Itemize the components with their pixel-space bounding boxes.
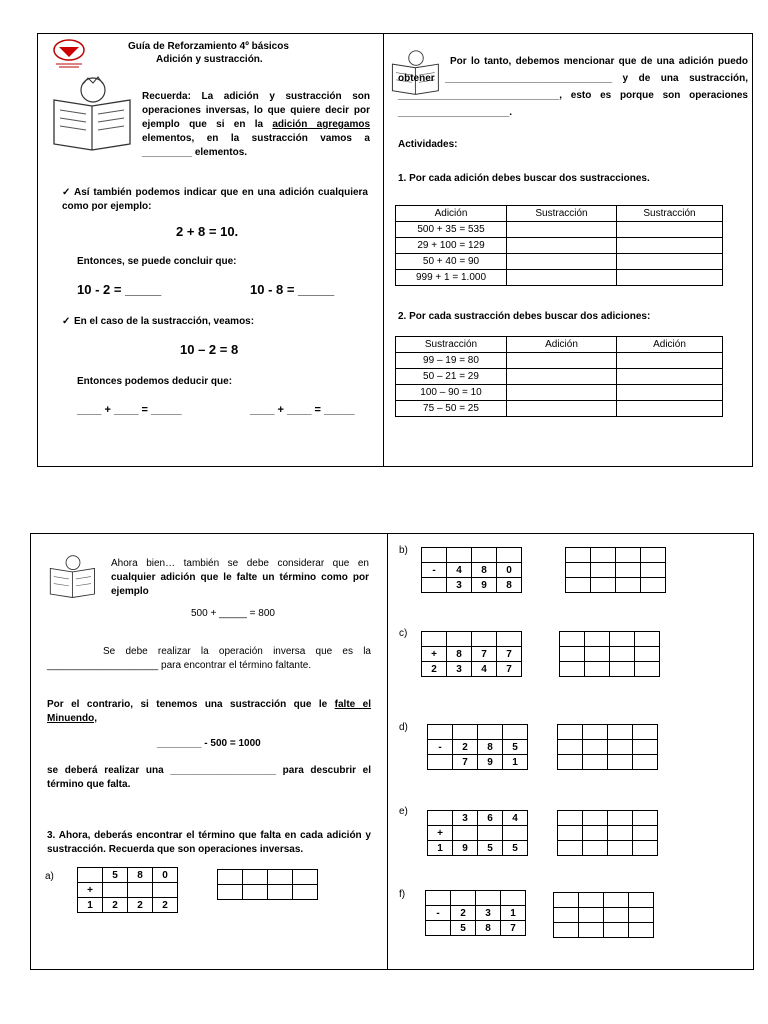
grid-cell[interactable] [472,632,497,647]
answer-cell[interactable] [608,725,633,740]
answer-cell[interactable] [554,893,579,908]
answer-cell[interactable] [608,740,633,755]
grid-cell: 0 [497,563,522,578]
answer-cell[interactable] [558,826,583,841]
table-row [396,401,723,417]
answer-cell[interactable] [629,893,654,908]
table-header: Adición [396,206,507,222]
answer-cell[interactable] [608,841,633,856]
grid-cell: 2 [103,898,128,913]
table-row [396,385,723,401]
grid-cell: 2 [128,898,153,913]
answer-cell[interactable] [633,755,658,770]
conclude-text: Entonces, se puede concluir que: [77,256,237,267]
answer-cell[interactable] [583,725,608,740]
grid-cell [422,548,447,563]
blank-equation-a: 10 - 2 = _____ [77,282,162,297]
grid-cell: - [426,906,451,921]
exercise-a-answer-grid [217,869,318,900]
answer-cell[interactable] [579,923,604,938]
grid-cell: 2 [422,662,447,677]
grid-cell: 5 [503,841,528,856]
grid-row [422,548,522,563]
grid-cell: 8 [476,921,501,936]
answer-cell[interactable] [507,254,617,270]
contrary-text: Por el contrario, si tenemos una sustracción que le [47,699,335,710]
table-row [396,270,723,286]
exercise-c-answer-grid [559,631,660,677]
checkmark-icon: ✓ [62,187,71,198]
answer-cell[interactable] [558,740,583,755]
answer-cell[interactable] [617,238,723,254]
exercise-label: b) [399,545,408,556]
grid-cell: 3 [453,811,478,826]
answer-cell[interactable] [604,893,629,908]
recuerda-text-2: elementos, en la sustracción vamos a _________ elementos. [142,133,370,158]
grid-row [422,563,522,578]
exercise-label: d) [399,722,408,733]
grid-cell: 1 [78,898,103,913]
grid-cell: 5 [451,921,476,936]
grid-row [428,740,528,755]
activity-2-instruction: 2. Por cada sustracción debes buscar dos adiciones: [398,311,651,322]
grid-cell: 4 [472,662,497,677]
grid-cell[interactable] [447,548,472,563]
grid-cell [422,578,447,593]
answer-cell[interactable] [507,238,617,254]
grid-row [426,921,526,936]
grid-cell[interactable] [128,883,153,898]
exercise-b-grid [421,547,522,593]
grid-row [428,826,528,841]
answer-cell[interactable] [608,755,633,770]
minuend-rest: - 500 = 1000 [201,738,261,749]
point-2-text: En el caso de la sustracción, veamos: [74,316,255,327]
table-header: Sustracción [396,337,507,353]
reading-book-icon [50,74,136,152]
grid-cell: + [422,647,447,662]
contrary-underlined: falte el Minuendo, [47,699,372,724]
answer-cell[interactable] [633,725,658,740]
grid-cell[interactable] [497,548,522,563]
table-cell: 100 – 90 = 10 [396,385,507,401]
column-divider [383,34,384,466]
grid-row [78,883,178,898]
exercise-label: e) [399,806,408,817]
grid-cell: 5 [478,841,503,856]
answer-cell[interactable] [591,563,616,578]
answer-cell[interactable] [608,811,633,826]
answer-cell[interactable] [591,578,616,593]
deduce-text: Entonces podemos deducir que: [77,376,233,387]
worksheet-page-2 [30,533,754,970]
answer-cell[interactable] [507,385,617,401]
equation-add: 2 + 8 = 10. [176,224,239,239]
grid-cell: 1 [428,841,453,856]
exercise-f-grid [425,890,526,936]
answer-cell[interactable] [617,353,723,369]
grid-cell: 0 [153,868,178,883]
intro-text: Ahora bien… también se debe considerar que en [111,558,369,569]
exercise-e-grid [427,810,528,856]
table-cell: 29 + 100 = 129 [396,238,507,254]
grid-cell [428,725,453,740]
answer-cell[interactable] [566,563,591,578]
intro-text-bold: cualquier adición que le falte un término como por ejemplo [111,572,369,597]
answer-cell[interactable] [583,826,608,841]
table-header: Sustracción [507,206,617,222]
grid-row [428,841,528,856]
grid-cell: 9 [478,755,503,770]
answer-cell[interactable] [617,385,723,401]
grid-cell: 8 [472,563,497,578]
answer-cell[interactable] [633,841,658,856]
grid-cell: 2 [451,906,476,921]
guide-title: Guía de Reforzamiento 4º básicos [128,41,289,52]
grid-cell: 8 [447,647,472,662]
exercise-d-answer-grid [557,724,658,770]
answer-cell[interactable] [507,270,617,286]
grid-cell[interactable] [451,891,476,906]
recuerda-paragraph [142,90,370,160]
guide-subtitle: Adición y sustracción. [156,54,263,65]
answer-cell[interactable] [617,270,723,286]
table-cell: 50 – 21 = 29 [396,369,507,385]
answer-cell[interactable] [218,885,243,900]
answer-cell[interactable] [616,563,641,578]
grid-cell: 7 [453,755,478,770]
table-row [396,369,723,385]
grid-cell: 5 [103,868,128,883]
blank-sum-c: ____ + ____ = _____ [77,404,182,416]
answer-cell[interactable] [633,740,658,755]
grid-cell: + [428,826,453,841]
grid-cell[interactable] [478,725,503,740]
contrary-paragraph [47,698,371,726]
grid-row [428,755,528,770]
answer-cell[interactable] [629,908,654,923]
answer-cell[interactable] [558,841,583,856]
table-header-row [396,206,723,222]
grid-cell: 8 [497,578,522,593]
activities-heading: Actividades: [398,139,458,150]
grid-cell [428,755,453,770]
grid-cell: 7 [497,647,522,662]
exercise-label: c) [399,628,408,639]
answer-cell[interactable] [268,870,293,885]
activity-1-instruction: 1. Por cada adición debes buscar dos sustracciones. [398,173,650,184]
answer-cell[interactable] [585,647,610,662]
answer-cell[interactable] [610,647,635,662]
grid-cell[interactable] [422,632,447,647]
point-1 [62,186,368,214]
exercise-f-answer-grid [553,892,654,938]
grid-row [422,647,522,662]
answer-cell[interactable] [507,369,617,385]
grid-cell: 3 [476,906,501,921]
grid-cell[interactable] [103,883,128,898]
answer-cell[interactable] [583,755,608,770]
answer-cell[interactable] [218,870,243,885]
answer-cell[interactable] [617,369,723,385]
table-cell: 99 – 19 = 80 [396,353,507,369]
table-header-row [396,337,723,353]
grid-cell: 9 [453,841,478,856]
answer-cell[interactable] [604,908,629,923]
table-cell: 999 + 1 = 1.000 [396,270,507,286]
answer-cell[interactable] [243,870,268,885]
exercise-b-answer-grid [565,547,666,593]
grid-cell: + [78,883,103,898]
answer-cell[interactable] [608,826,633,841]
answer-cell[interactable] [591,548,616,563]
answer-cell[interactable] [583,740,608,755]
answer-cell[interactable] [617,222,723,238]
answer-cell[interactable] [616,548,641,563]
grid-cell: 7 [501,921,526,936]
answer-cell[interactable] [635,662,660,677]
answer-cell[interactable] [566,548,591,563]
answer-cell[interactable] [617,254,723,270]
table-row [396,353,723,369]
answer-cell[interactable] [635,647,660,662]
answer-cell[interactable] [507,401,617,417]
answer-cell[interactable] [558,811,583,826]
answer-cell[interactable] [560,647,585,662]
grid-row [426,891,526,906]
grid-cell [426,921,451,936]
table-header: Adición [507,337,617,353]
grid-cell[interactable] [153,883,178,898]
table-addition-to-subtraction [395,205,723,286]
recuerda-underlined: adición agregamos [272,119,371,130]
answer-cell[interactable] [617,401,723,417]
answer-cell[interactable] [583,841,608,856]
grid-cell[interactable] [501,891,526,906]
activity-3-instruction: 3. Ahora, deberás encontrar el término que falta en cada adición y sustracción. Recuerda que son operaciones inversas. [47,830,371,855]
answer-cell[interactable] [558,725,583,740]
grid-cell[interactable] [453,826,478,841]
grid-row [422,632,522,647]
grid-cell: 1 [501,906,526,921]
answer-cell[interactable] [579,893,604,908]
answer-cell[interactable] [507,222,617,238]
answer-cell[interactable] [641,548,666,563]
answer-cell[interactable] [579,908,604,923]
grid-cell[interactable] [478,826,503,841]
table-header: Sustracción [617,206,723,222]
grid-cell: 2 [153,898,178,913]
grid-cell[interactable] [472,548,497,563]
exercise-label: f) [399,889,406,900]
grid-row [78,898,178,913]
blank-equation-b: 10 - 8 = _____ [250,282,335,297]
grid-row [422,578,522,593]
blank-sum-d: ____ + ____ = _____ [250,404,355,416]
answer-cell[interactable] [633,811,658,826]
answer-cell[interactable] [583,811,608,826]
must-paragraph: se deberá realizar una ___________________ para descubrir el término que falta. [47,765,371,790]
answer-cell[interactable] [635,632,660,647]
grid-row [426,906,526,921]
answer-cell[interactable] [243,885,268,900]
grid-cell [78,868,103,883]
grid-cell: 8 [128,868,153,883]
grid-cell[interactable] [503,826,528,841]
answer-cell[interactable] [293,870,318,885]
answer-cell[interactable] [560,662,585,677]
answer-cell[interactable] [293,885,318,900]
grid-cell[interactable] [453,725,478,740]
grid-cell: - [428,740,453,755]
inverse-paragraph: Se debe realizar la operación inversa que es la ____________________ para encontrar el término faltante. [47,646,371,671]
grid-cell: 8 [478,740,503,755]
grid-cell: 1 [503,755,528,770]
answer-cell[interactable] [585,632,610,647]
school-logo-icon [51,39,87,69]
column-divider [387,534,388,969]
answer-cell[interactable] [610,632,635,647]
answer-cell[interactable] [633,826,658,841]
grid-cell: 3 [447,578,472,593]
table-cell: 50 + 40 = 90 [396,254,507,270]
grid-cell: 7 [472,647,497,662]
answer-cell[interactable] [507,353,617,369]
grid-cell: 4 [503,811,528,826]
checkmark-icon: ✓ [62,316,71,327]
table-cell: 75 – 50 = 25 [396,401,507,417]
grid-cell[interactable] [497,632,522,647]
point-2 [62,316,254,327]
grid-row [428,811,528,826]
grid-cell: 7 [497,662,522,677]
grid-cell: 2 [453,740,478,755]
grid-cell[interactable] [447,632,472,647]
answer-cell[interactable] [268,885,293,900]
answer-cell[interactable] [566,578,591,593]
grid-row [428,725,528,740]
reading-book-icon [48,550,98,602]
answer-cell[interactable] [641,578,666,593]
exercise-d-grid [427,724,528,770]
exercise-label: a) [45,871,54,882]
exercise-a-grid [77,867,178,913]
grid-cell: 4 [447,563,472,578]
intro-paragraph [111,557,369,599]
exercise-e-answer-grid [557,810,658,856]
answer-cell[interactable] [554,908,579,923]
table-row [396,238,723,254]
missing-addend-equation: 500 + _____ = 800 [191,608,275,619]
answer-cell[interactable] [641,563,666,578]
grid-cell: - [422,563,447,578]
equation-sub: 10 – 2 = 8 [180,342,239,357]
grid-cell: 6 [478,811,503,826]
point-1-text: Así también podemos indicar que en una adición cualquiera como por ejemplo: [62,187,368,212]
missing-minuend-equation [157,738,261,749]
table-header: Adición [617,337,723,353]
grid-cell: 3 [447,662,472,677]
answer-cell[interactable] [560,632,585,647]
table-cell: 500 + 35 = 535 [396,222,507,238]
answer-cell[interactable] [616,578,641,593]
answer-cell[interactable] [558,755,583,770]
grid-row [78,868,178,883]
grid-cell: 9 [472,578,497,593]
answer-cell[interactable] [610,662,635,677]
worksheet-page-1 [37,33,753,467]
grid-row [422,662,522,677]
table-row [396,222,723,238]
table-subtraction-to-addition [395,336,723,417]
grid-cell[interactable] [476,891,501,906]
grid-cell [428,811,453,826]
grid-cell[interactable] [503,725,528,740]
conclusion-paragraph: Por lo tanto, debemos mencionar que de una adición puedo obtener ______________________________ y de una sustracción, _____________________________, esto es porque son operaciones ____________________. [398,56,748,118]
minuend-blank: ________ [157,738,202,749]
answer-cell[interactable] [585,662,610,677]
grid-cell [426,891,451,906]
answer-cell[interactable] [604,923,629,938]
answer-cell[interactable] [554,923,579,938]
exercise-c-grid [421,631,522,677]
answer-cell[interactable] [629,923,654,938]
table-row [396,254,723,270]
recuerda-text-1: Recuerda: La adición y sustracción son operaciones inversas, lo que quiere decir por ejemplo que si en la [142,91,370,130]
grid-cell: 5 [503,740,528,755]
